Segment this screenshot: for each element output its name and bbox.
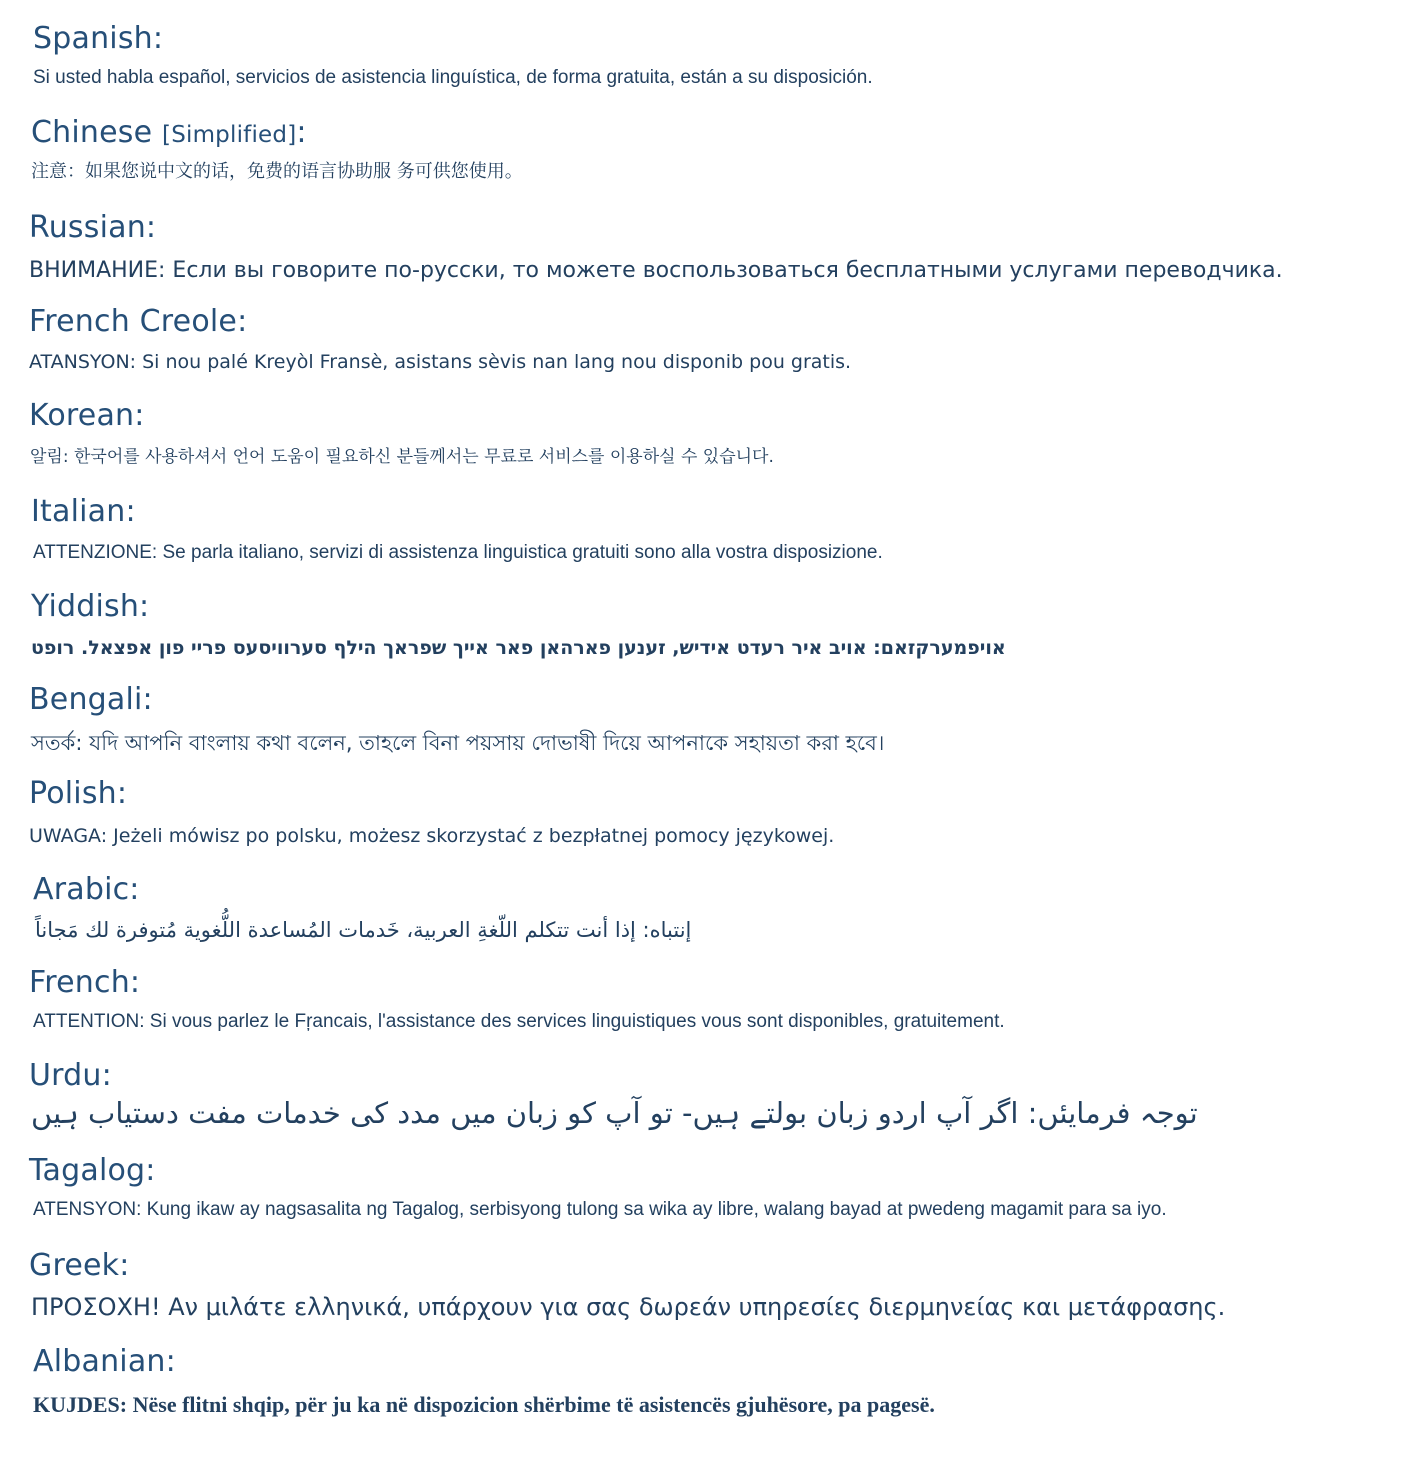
language-notice: 注意：如果您说中文的话，免费的语言协助服 务可供您使用。 (31, 161, 523, 182)
language-heading: Albanian: (33, 1344, 176, 1379)
language-notice: সতর্ক: যদি আপনি বাংলায় কথা বলেন, তাহলে বিনা পয়সায় দোভাষী দিয়ে আপনাকে সহায়তা করা হবে। (31, 731, 885, 755)
language-heading: Arabic: (33, 872, 140, 907)
language-notice: 알림: 한국어를 사용하셔서 언어 도움이 필요하신 분들께서는 무료로 서비스를 이용하실 수 있습니다. (30, 447, 774, 467)
language-heading (31, 116, 307, 152)
language-notice: توجہ فرمایئں: اگر آپ اردو زبان بولتے ہیں- تو آپ کو زبان میں مدد کی خدمات مفت دستیاب ہیں (31, 1096, 1198, 1130)
language-notice: ВНИМАНИЕ: Если вы говорите по-русски, то можете воспользоваться бесплатными услугами переводчика. (29, 258, 1283, 283)
language-notice: إنتباه: إذا أنت تتكلم اللّغةِ العربية، خَدمات المُساعدة اللُّغوية مُتوفرة لك مَجاناً (35, 918, 692, 942)
language-heading: French Creole: (29, 304, 248, 339)
language-heading: French: (29, 965, 141, 1000)
language-heading-sub: [Simplified] (162, 122, 297, 148)
language-notice: ATTENTION: Si vous parlez le Fŗancais, l'assistance des services linguistiques vous sont disponibles, gratuitement. (33, 1011, 1005, 1032)
language-heading-main: Chinese (31, 115, 153, 150)
language-heading: Greek: (29, 1248, 130, 1283)
language-notice: ΠΡΟΣΟΧΗ! Αν μιλάτε ελληνικά, υπάρχουν για σας δωρεάν υπηρεσίες διερμηνείας και μετάφρασης. (31, 1293, 1226, 1321)
language-heading: Urdu: (29, 1058, 112, 1093)
language-notice: אויפמערקזאם: אויב איר רעדט אידיש, זענען פארהאן פאר אייך שפראך הילף סערוויסעס פריי פון אפצאל. רופט (31, 637, 1006, 659)
language-heading: Bengali: (29, 682, 153, 717)
language-notice: ATENSYON: Kung ikaw ay nagsasalita ng Tagalog, serbisyong tulong sa wika ay libre, walang bayad at pwedeng magamit para sa iyo. (33, 1199, 1167, 1220)
language-heading: Russian: (29, 210, 157, 245)
language-notice: ATTENZIONE: Se parla italiano, servizi di assistenza linguistica gratuiti sono alla vostra disposizione. (33, 542, 883, 563)
language-heading: Spanish: (33, 21, 164, 56)
language-heading-suffix: : (296, 115, 307, 150)
language-heading: Tagalog: (29, 1153, 156, 1188)
language-notice: UWAGA: Jeżeli mówisz po polsku, możesz skorzystać z bezpłatnej pomocy językowej. (29, 825, 835, 847)
language-heading: Polish: (29, 776, 128, 811)
language-heading: Yiddish: (31, 589, 150, 624)
language-heading: Italian: (31, 494, 136, 529)
language-notice: Si usted habla español, servicios de asistencia linguística, de forma gratuita, están a su disposición. (33, 67, 873, 88)
language-notice: KUJDES: Nëse flitni shqip, për ju ka në dispozicion shërbime të asistencës gjuhësore, pa pagesë. (33, 1392, 935, 1417)
language-heading: Korean: (29, 398, 145, 433)
language-notice: ATANSYON: Si nou palé Kreyòl Fransè, asistans sèvis nan lang nou disponib pou gratis. (29, 351, 852, 373)
